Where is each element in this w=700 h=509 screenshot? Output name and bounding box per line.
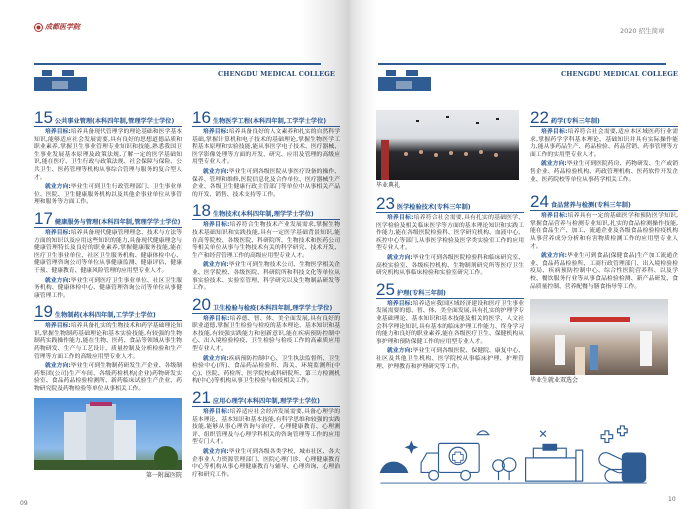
- job-text: 毕业生可到卫生行政管理部门、卫生事业单位、医院、卫生健康服务机构以及其他企事业单位从事管理和服务等方面工作。: [34, 184, 182, 206]
- college-emblem-icon: [34, 23, 43, 32]
- job-text: 毕业生可到医院药房、药物研发、生产或销售企业、药品检验机构、药政管理机构、医药软件开发企业、医药院校等单位从事药学相关工作。: [530, 161, 678, 183]
- goal-label: 培养目标:: [203, 129, 229, 135]
- brand-english: CHENGDU MEDICAL COLLEGE: [561, 70, 678, 78]
- brochure-title: 2020 招生简章: [620, 27, 665, 35]
- first-aid-kit-icon: [622, 453, 645, 482]
- major-title: 健康服务与管理(本科四年制,管理学学士学位): [54, 218, 181, 226]
- job-label: 就业方向:: [541, 161, 567, 168]
- building-icon: [34, 69, 88, 92]
- header-rule: [378, 63, 666, 65]
- goal-label: 培养目标:: [387, 215, 414, 221]
- graduation-photo: [376, 110, 519, 180]
- major-title: 卫生检验与检疫(本科四年制,理学学士学位): [212, 304, 333, 312]
- job-label: 就业方向:: [203, 262, 229, 269]
- job-text: 毕业生可到各级医院从事医疗设备的操作、保养、管理和维修,医院信息化及合作单位、医疗器械生产企业、各级卫生健康行政主管部门等单位中从事相关产品的开发、销售、技术支持等工作。: [192, 168, 340, 198]
- goal-text: 培养符合社会需要,具有扎实的基础医学、医学检验及相关临床医学等方面的基本理论知识和实践工作能力,能在各级医院检验科、医学研究机构、血液中心、疾控中心等部门,从事医学检验及医学类实验室工作的应用型专业人才。: [376, 215, 525, 252]
- major-22: [530, 110, 678, 186]
- major-25: [376, 279, 524, 373]
- major-20: [192, 294, 341, 388]
- sparkle-icon: [405, 440, 419, 454]
- job-label: 就业方向:: [203, 168, 229, 175]
- major-title: 生物制药(本科四年制,工学学士学位): [54, 312, 156, 320]
- left-column-2: [192, 110, 340, 481]
- goal-text: 培养适应社会经济发展需要,具备心理学的基本理论、基本知识和基本技能,有科学思维和较强的实践技能,能够从事心理咨询与治疗、心理健康教育、心理测评、组织管理及与心理学科相关的咨询管理等工作的应用型专门人才。: [192, 409, 341, 446]
- right-column-2: [530, 110, 678, 385]
- goal-label: 培养目标:: [541, 129, 568, 135]
- college-logo: [34, 22, 80, 32]
- goal-text: 培养具有一定的基础医学和预防医学知识,掌握食品营养与检测专业知识,扎实的食品检测操作技能,能在食品生产、加工、流通企业及各级食品检验检疫机构从事营养成分分析和有害物质检测工作的应用型专业人才。: [530, 213, 679, 250]
- goal-text: 培养具备扎实的生物技术和药学基础理论知识,掌握生物制药基础理论和基本实验技能,有较强的生物制药实践操作能力,能在生物、医药、食品等领域从事生物药物研发、生产与工艺设计、质量控制及分析检验和生产管理等方面工作的高级应用型专业人才。: [34, 323, 182, 360]
- goal-label: 培养目标:: [45, 229, 71, 236]
- job-text: 毕业生可到各级医院检验科和临床研究室、高校实验室、各级疾控机构、生物制剂研究所等医疗卫生研究机构从事临床检验和实验室研究工作。: [376, 254, 524, 277]
- major-number: 17: [34, 208, 53, 228]
- major-15: [34, 110, 182, 209]
- header-rule: [34, 63, 321, 65]
- goal-text: 培养适应我国区域经济建设和医疗卫生事业发展需要的德、智、体、美全面发展,具有扎实的护理学专业基础理论、基本知识和基本技能及相关的医学、人文社会科学理论知识,具有基本的临床护理工作能力、终身学习的能力和良好的职业素养,能在各级医疗卫生、保健机构从事护理和预防保健工作的应用型专业人才。: [376, 300, 524, 345]
- major-title: 医学检验技术(专科三年制): [396, 204, 471, 211]
- job-label: 就业方向:: [541, 253, 567, 260]
- major-number: 15: [34, 108, 53, 127]
- job-label: 就业方向:: [45, 363, 71, 370]
- major-19: [34, 304, 182, 395]
- major-number: 25: [376, 279, 395, 299]
- hospital-caption: 第一附属医院: [145, 471, 182, 479]
- major-23: [376, 196, 524, 280]
- page-number-left: 09: [20, 500, 28, 507]
- job-text: 毕业生可到各级各类学校、城市社区、各大企事业人力资源管理部门、医院心理门诊、心理健康教育中心等机构从事心理健康教育与辅导、心理咨询、心理治疗和研究工作。: [192, 449, 340, 478]
- plus-icon: [618, 426, 628, 436]
- left-column-1: [34, 110, 182, 480]
- job-label: 就业方向:: [203, 449, 229, 455]
- goal-label: 培养目标:: [45, 323, 71, 330]
- job-fair-photo: [530, 299, 668, 375]
- goal-label: 培养目标:: [541, 213, 568, 220]
- major-title: 应用心理学(本科四年制,理学学士学位): [212, 398, 320, 406]
- major-16: [192, 110, 340, 201]
- medical-illustration: [376, 425, 651, 485]
- major-title: 护理(专科三年制): [396, 289, 446, 297]
- major-21: [192, 390, 340, 481]
- goal-text: 培养符合社会需要,适应本区域医药行业需求,掌握药学学科基本理论、基础知识并具有实际操作能力,能从事药品生产、药品检验、药品营销、药事管理等方面工作的实用型专业人才。: [530, 129, 679, 158]
- job-label: 就业方向:: [45, 184, 71, 191]
- goal-label: 培养目标:: [203, 315, 230, 322]
- hospital-building-icon: [526, 431, 583, 481]
- job-label: 就业方向:: [45, 277, 71, 284]
- brand-english: CHENGDU MEDICAL COLLEGE: [218, 70, 335, 78]
- job-text: 毕业生可到食品(保健食品)生产加工流通企业、食品药品检验所、工商行政管理部门、出入境检验检疫局、疾病预防控制中心、综合性医院营养科、以及学校、餐饮服务行业等从事食品检验检测、新产品研发、食品质量控制、营养配餐与膳食指导等工作。: [530, 253, 678, 290]
- major-number: 20: [192, 294, 211, 314]
- major-title: 药学(专科三年制): [550, 118, 600, 125]
- job-text: 毕业生可到生物技术公司、生物医学相关企业、医学院校、各级医院、科研院所和科技文化等单位从事实验技术、实验室管理、科学研究以及生物制品研发等工作。: [192, 262, 340, 292]
- goal-text: 培养具备现代管理学的理论基础和医学基本知识,能够适应社会发展需要,具有良好的思想道德品质和职业素养,掌握卫生事业管理专业知识和技能,熟悉我国卫生事业发展基本原理及政策法规,了解一定的医学基础知识,能在医疗、卫生行政与政策法规、社会保障与保险、公共卫生、医药管理等机构从事综合管理与服务的复合型人才。: [34, 129, 182, 181]
- major-number: 22: [530, 108, 549, 127]
- goal-text: 培养具备良好的人文素养和扎实的自然科学基础,掌握计算机和电子技术的基础理论,掌握生物医学工程基本原理和实验技能,能从事医学电子技术、医疗器械、医学影像处理等方面的开发、研究、应用及管理的高级应用型专业人才。: [192, 129, 340, 166]
- job-fair-caption: 毕业生就业双选会: [530, 377, 579, 385]
- major-number: 23: [376, 194, 395, 213]
- logo-text: 成都医学院: [45, 22, 80, 31]
- goal-label: 培养目标:: [203, 222, 230, 229]
- major-18: [192, 203, 340, 294]
- major-24: [530, 194, 678, 293]
- graduation-caption: 毕业典礼: [376, 182, 401, 189]
- job-text: 毕业生可到医疗卫生事业单位、社区卫生服务机构、健康体检中心、健康管理咨询公司等单位从事健康管理工作。: [34, 277, 182, 299]
- job-label: 就业方向:: [203, 355, 229, 362]
- major-number: 18: [192, 201, 211, 221]
- right-column-1: [376, 110, 524, 373]
- goal-label: 培养目标:: [203, 409, 230, 416]
- major-number: 21: [192, 388, 211, 408]
- major-number: 19: [34, 302, 53, 322]
- tree-icon: [493, 458, 516, 480]
- goal-text: 培养符合生物技术产业发展需求,掌握生物技术基础知识和实践技能,具有一定医学基础背景知识,能在高等院校、各级医院、科研院所、生物技术和医药公司等相关单位从事与生物技术有关的科学研究、技术开发、生产和经营管理工作的高级应用型专业人才。: [192, 222, 341, 259]
- major-title: 食品营养与检测(专科三年制): [550, 202, 631, 210]
- major-number: 24: [530, 192, 549, 212]
- cloud-icon: [380, 462, 407, 472]
- goal-label: 培养目标:: [387, 300, 413, 307]
- major-title: 公共事业管理(本科四年制,管理学学士学位): [54, 118, 175, 125]
- job-label: 就业方向:: [387, 348, 413, 355]
- goal-text: 培养德、智、体、美全面发展,具有良好的职业道德,掌握卫生检验与检疫的基本理论、基本知识和基本技能,有较强实践能力和创新意识,能在疾病预防控制中心、出入境检验检疫、卫生检验与检疫工作的高素质应用型专业人才。: [192, 315, 341, 353]
- job-text: 毕业生可到各级医院、保健院、康复中心、社区及其他卫生机构、医学院校从事临床护理、护理管理、护理教育和护理研究等工作。: [376, 348, 524, 370]
- building-icon: [378, 69, 432, 92]
- job-label: 就业方向:: [387, 254, 413, 261]
- major-title: 生物医学工程(本科四年制,工学学士学位): [212, 118, 327, 125]
- goal-text: 培养具备现代健康管理理念、技术与方法等方面的知识以及应用这些知识的能力,具备现代健康理念与健康管理特长及良好的职业素养,掌握健康服务技能,能在医疗卫生事业单位、社区卫生服务机构、健康体检中心、健康管理咨询公司等单位从事健康监测、健康评估、健康干预、健康教育、健康风险管理的应用型专业人才。: [34, 229, 182, 274]
- goal-label: 培养目标:: [45, 129, 71, 135]
- cloud-small-icon: [477, 431, 489, 435]
- right-page: [350, 0, 700, 509]
- ambulance-icon: [421, 443, 479, 480]
- plus-icon: [601, 431, 613, 443]
- page-number-right: 10: [668, 496, 676, 503]
- job-text: 毕业生可到生物制药研发生产企业、各级制药集团(公司)生产车间、各级药检机构(企业)药物研发实验室、食品药品检验检测所、新药临床试验生产企业、药物研究院及药物检验等单位从事相关工作。: [34, 363, 182, 393]
- major-number: 16: [192, 108, 211, 127]
- major-title: 生物技术(本科四年制,理学学士学位): [212, 211, 314, 219]
- job-text: 疾病预防控制中心、卫生执法监督所、卫生检验中心(所)、食品药品检验所、海关、环境监测所(中心)、医院、药检所、医学院校或科研院所、第三方检测机构(中心)等机构从事卫生检验与检疫相关工作。: [192, 355, 340, 385]
- major-17: [34, 208, 182, 302]
- hospital-photo: [34, 398, 182, 470]
